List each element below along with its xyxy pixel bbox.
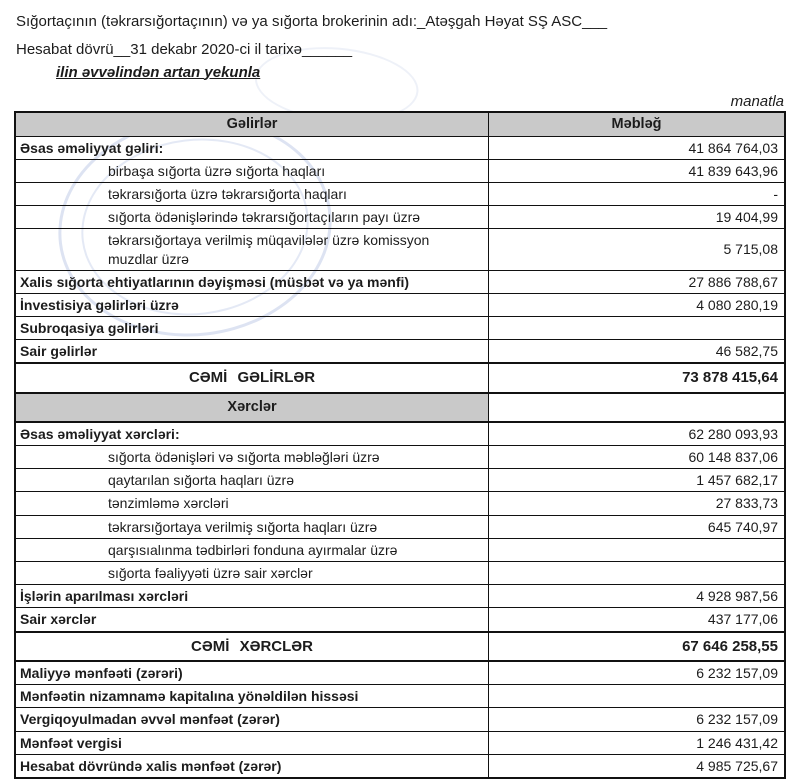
row-value: 60 148 837,06 bbox=[489, 446, 785, 469]
row-label: İşlərin aparılması xərcləri bbox=[15, 585, 489, 608]
row-label: Əsas əməliyyat xərcləri: bbox=[15, 422, 489, 446]
row-value: 4 928 987,56 bbox=[489, 585, 785, 608]
table-row bbox=[15, 340, 785, 364]
table-row bbox=[15, 136, 785, 159]
table-row bbox=[15, 492, 785, 515]
row-value: 41 864 764,03 bbox=[489, 136, 785, 159]
table-row bbox=[15, 159, 785, 182]
row-label: Xərclər bbox=[15, 393, 489, 422]
table-row bbox=[15, 363, 785, 393]
row-label: Mənfəət vergisi bbox=[15, 731, 489, 754]
row-label: Hesabat dövründə xalis mənfəət (zərər) bbox=[15, 754, 489, 778]
table-row bbox=[15, 317, 785, 340]
table-row bbox=[15, 585, 785, 608]
row-label: sığorta fəaliyyəti üzrə sair xərclər bbox=[15, 561, 489, 584]
row-value: 27 833,73 bbox=[489, 492, 785, 515]
row-value: 6 232 157,09 bbox=[489, 661, 785, 685]
row-value: 4 985 725,67 bbox=[489, 754, 785, 778]
row-label: CƏMİ XƏRCLƏR bbox=[15, 632, 489, 662]
table-row bbox=[15, 731, 785, 754]
table-row bbox=[15, 608, 785, 632]
row-value: 67 646 258,55 bbox=[489, 632, 785, 662]
report-table-body bbox=[15, 136, 785, 778]
row-label: Subroqasiya gəlirləri bbox=[15, 317, 489, 340]
row-value: 19 404,99 bbox=[489, 206, 785, 229]
table-row bbox=[15, 446, 785, 469]
table-row bbox=[15, 754, 785, 778]
currency-unit-label: manatla bbox=[730, 92, 784, 110]
row-label: Vergiqoyulmadan əvvəl mənfəət (zərər) bbox=[15, 708, 489, 731]
row-label: İnvestisiya gəlirləri üzrə bbox=[15, 293, 489, 316]
column-header-incomes: Gəlirlər bbox=[15, 112, 489, 136]
table-row bbox=[15, 708, 785, 731]
table-row bbox=[15, 293, 785, 316]
row-label: Əsas əməliyyat gəliri: bbox=[15, 136, 489, 159]
table-row bbox=[15, 685, 785, 708]
row-value: 6 232 157,09 bbox=[489, 708, 785, 731]
row-label: Xalis sığorta ehtiyatlarının dəyişməsi (müsbət və ya mənfi) bbox=[15, 270, 489, 293]
row-value: 437 177,06 bbox=[489, 608, 785, 632]
row-value bbox=[489, 685, 785, 708]
table-row bbox=[15, 515, 785, 538]
row-value: 41 839 643,96 bbox=[489, 159, 785, 182]
row-label: Sair xərclər bbox=[15, 608, 489, 632]
row-label: qaytarılan sığorta haqları üzrə bbox=[15, 469, 489, 492]
row-value: 645 740,97 bbox=[489, 515, 785, 538]
row-label: tənzimləmə xərcləri bbox=[15, 492, 489, 515]
table-row bbox=[15, 469, 785, 492]
income-expense-table bbox=[14, 111, 786, 779]
table-row bbox=[15, 422, 785, 446]
row-value bbox=[489, 393, 785, 422]
table-row bbox=[15, 632, 785, 662]
row-label: birbaşa sığorta üzrə sığorta haqları bbox=[15, 159, 489, 182]
row-value: 27 886 788,67 bbox=[489, 270, 785, 293]
table-row bbox=[15, 393, 785, 422]
table-row bbox=[15, 270, 785, 293]
row-value: 1 246 431,42 bbox=[489, 731, 785, 754]
row-value: 5 715,08 bbox=[489, 229, 785, 270]
row-value: 46 582,75 bbox=[489, 340, 785, 364]
cumulative-note: ilin əvvəlindən artan yekunla bbox=[56, 63, 261, 81]
row-label: qarşısıalınma tədbirləri fonduna ayırmalar üzrə bbox=[15, 538, 489, 561]
row-value: 73 878 415,64 bbox=[489, 363, 785, 393]
row-label: təkrarsığorta üzrə təkrarsığorta haqları bbox=[15, 182, 489, 205]
table-row bbox=[15, 561, 785, 584]
row-label: sığorta ödənişləri və sığorta məbləğləri üzrə bbox=[15, 446, 489, 469]
row-label: sığorta ödənişlərində təkrarsığortaçıların payı üzrə bbox=[15, 206, 489, 229]
table-row bbox=[15, 661, 785, 685]
column-header-amount: Məbləğ bbox=[489, 112, 785, 136]
report-period-line: Hesabat dövrü__31 dekabr 2020-ci il tarixə______ bbox=[16, 41, 353, 59]
row-label: CƏMİ GƏLİRLƏR bbox=[15, 363, 489, 393]
row-label: Mənfəətin nizamnamə kapitalına yönəldilən hissəsi bbox=[15, 685, 489, 708]
row-value bbox=[489, 561, 785, 584]
table-row bbox=[15, 538, 785, 561]
row-label: Maliyyə mənfəəti (zərəri) bbox=[15, 661, 489, 685]
row-value: - bbox=[489, 182, 785, 205]
table-header-row bbox=[15, 112, 785, 136]
row-value: 1 457 682,17 bbox=[489, 469, 785, 492]
table-row bbox=[15, 182, 785, 205]
row-value bbox=[489, 538, 785, 561]
row-label: təkrarsığortaya verilmiş müqavilələr üzrə komissyon muzdlar üzrə bbox=[15, 229, 489, 270]
table-row bbox=[15, 229, 785, 270]
insurer-name-line: Sığortaçının (təkrarsığortaçının) və ya sığorta brokerinin adı:_Atəşgah Həyat SŞ ASC___ bbox=[16, 13, 608, 30]
row-value bbox=[489, 317, 785, 340]
row-label: Sair gəlirlər bbox=[15, 340, 489, 364]
table-row bbox=[15, 206, 785, 229]
row-value: 4 080 280,19 bbox=[489, 293, 785, 316]
row-value: 62 280 093,93 bbox=[489, 422, 785, 446]
row-label: təkrarsığortaya verilmiş sığorta haqları üzrə bbox=[15, 515, 489, 538]
